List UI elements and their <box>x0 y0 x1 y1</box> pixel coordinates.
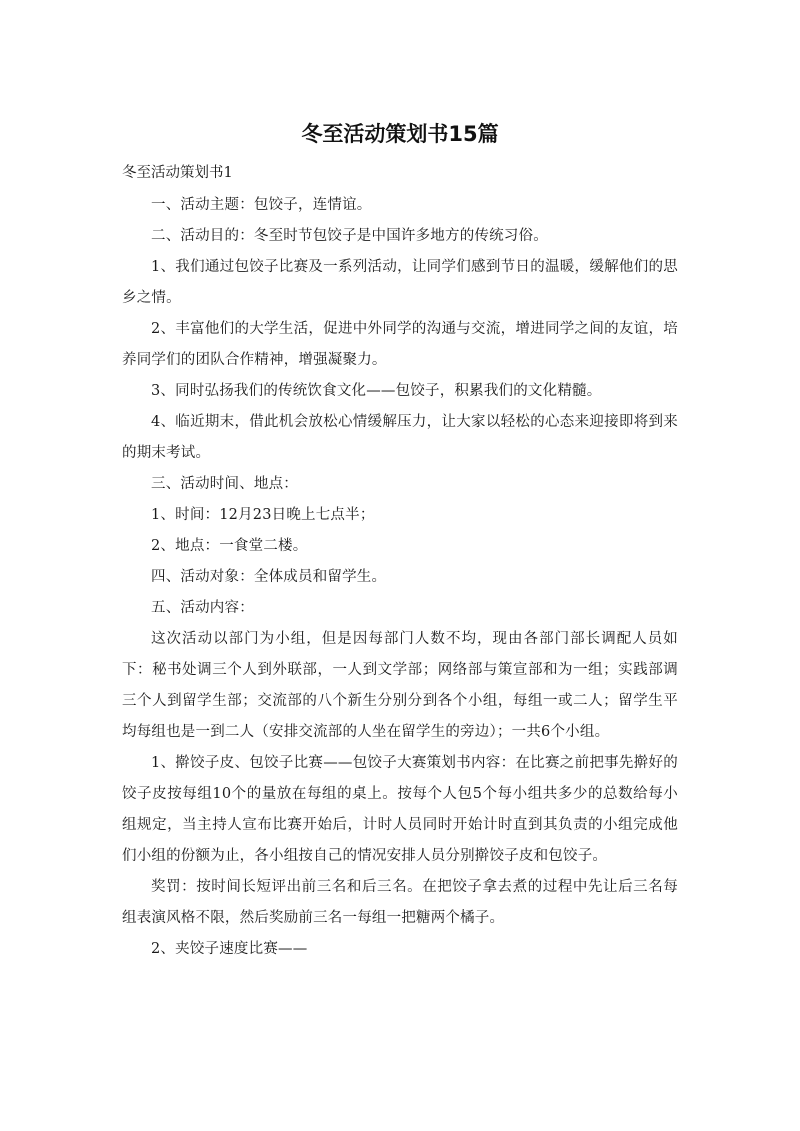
paragraph-content-heading: 五、活动内容： <box>151 600 254 616</box>
document-title: 冬至活动策划书15篇 <box>301 122 499 146</box>
paragraph-purpose-4: 4、临近期末，借此机会放松心情缓解压力，让大家以轻松的心态来迎接即将到来的期末考试。 <box>122 414 678 461</box>
paragraph-grouping: 这次活动以部门为小组，但是因每部门人数不均，现由各部门部长调配人员如下：秘书处调三个人到外联部，一人到文学部；网络部与策宣部和为一组；实践部调三个人到留学生部；交流部的八个新生分别分到各个小组，每组一或二人；留学生平均每组也是一到二人（安排交流部的人坐在留学生的旁边）；一共6个小组。 <box>122 631 678 740</box>
paragraph-rewards: 奖罚：按时间长短评出前三名和后三名。在把饺子拿去煮的过程中先让后三名每组表演风格不限，然后奖励前三名一每组一把糖两个橘子。 <box>122 879 678 926</box>
paragraph-audience: 四、活动对象：全体成员和留学生。 <box>151 569 387 585</box>
paragraph-competition-2: 2、夹饺子速度比赛—— <box>151 941 308 957</box>
paragraph-purpose-2: 2、丰富他们的大学生活，促进中外同学的沟通与交流，增进同学之间的友谊，培养同学们的团队合作精神，增强凝聚力。 <box>122 321 678 368</box>
paragraph-time-place: 三、活动时间、地点： <box>151 476 298 492</box>
document-body <box>122 190 678 965</box>
paragraph-time: 1、时间：12月23日晚上七点半； <box>151 507 375 523</box>
paragraph-purpose-1: 1、我们通过包饺子比赛及一系列活动，让同学们感到节日的温暖，缓解他们的思乡之情。 <box>122 259 678 306</box>
paragraph-purpose-3: 3、同时弘扬我们的传统饮食文化——包饺子，积累我们的文化精髓。 <box>151 383 602 399</box>
paragraph-competition-1: 1、擀饺子皮、包饺子比赛——包饺子大赛策划书内容：在比赛之前把事先擀好的饺子皮按每组10个的量放在每组的桌上。按每个人包5个每小组共多少的总数给每小组规定，当主持人宣布比赛开始后，计时人员同时开始计时直到其负责的小组完成他们小组的份额为止，各小组按自己的情况安排人员分别擀饺子皮和包饺子。 <box>122 755 678 864</box>
paragraph-purpose: 二、活动目的：冬至时节包饺子是中国许多地方的传统习俗。 <box>151 228 548 244</box>
paragraph-place: 2、地点：一食堂二楼。 <box>151 538 308 554</box>
paragraph-theme: 一、活动主题：包饺子，连情谊。 <box>151 197 372 213</box>
document-subtitle: 冬至活动策划书1 <box>122 165 233 181</box>
